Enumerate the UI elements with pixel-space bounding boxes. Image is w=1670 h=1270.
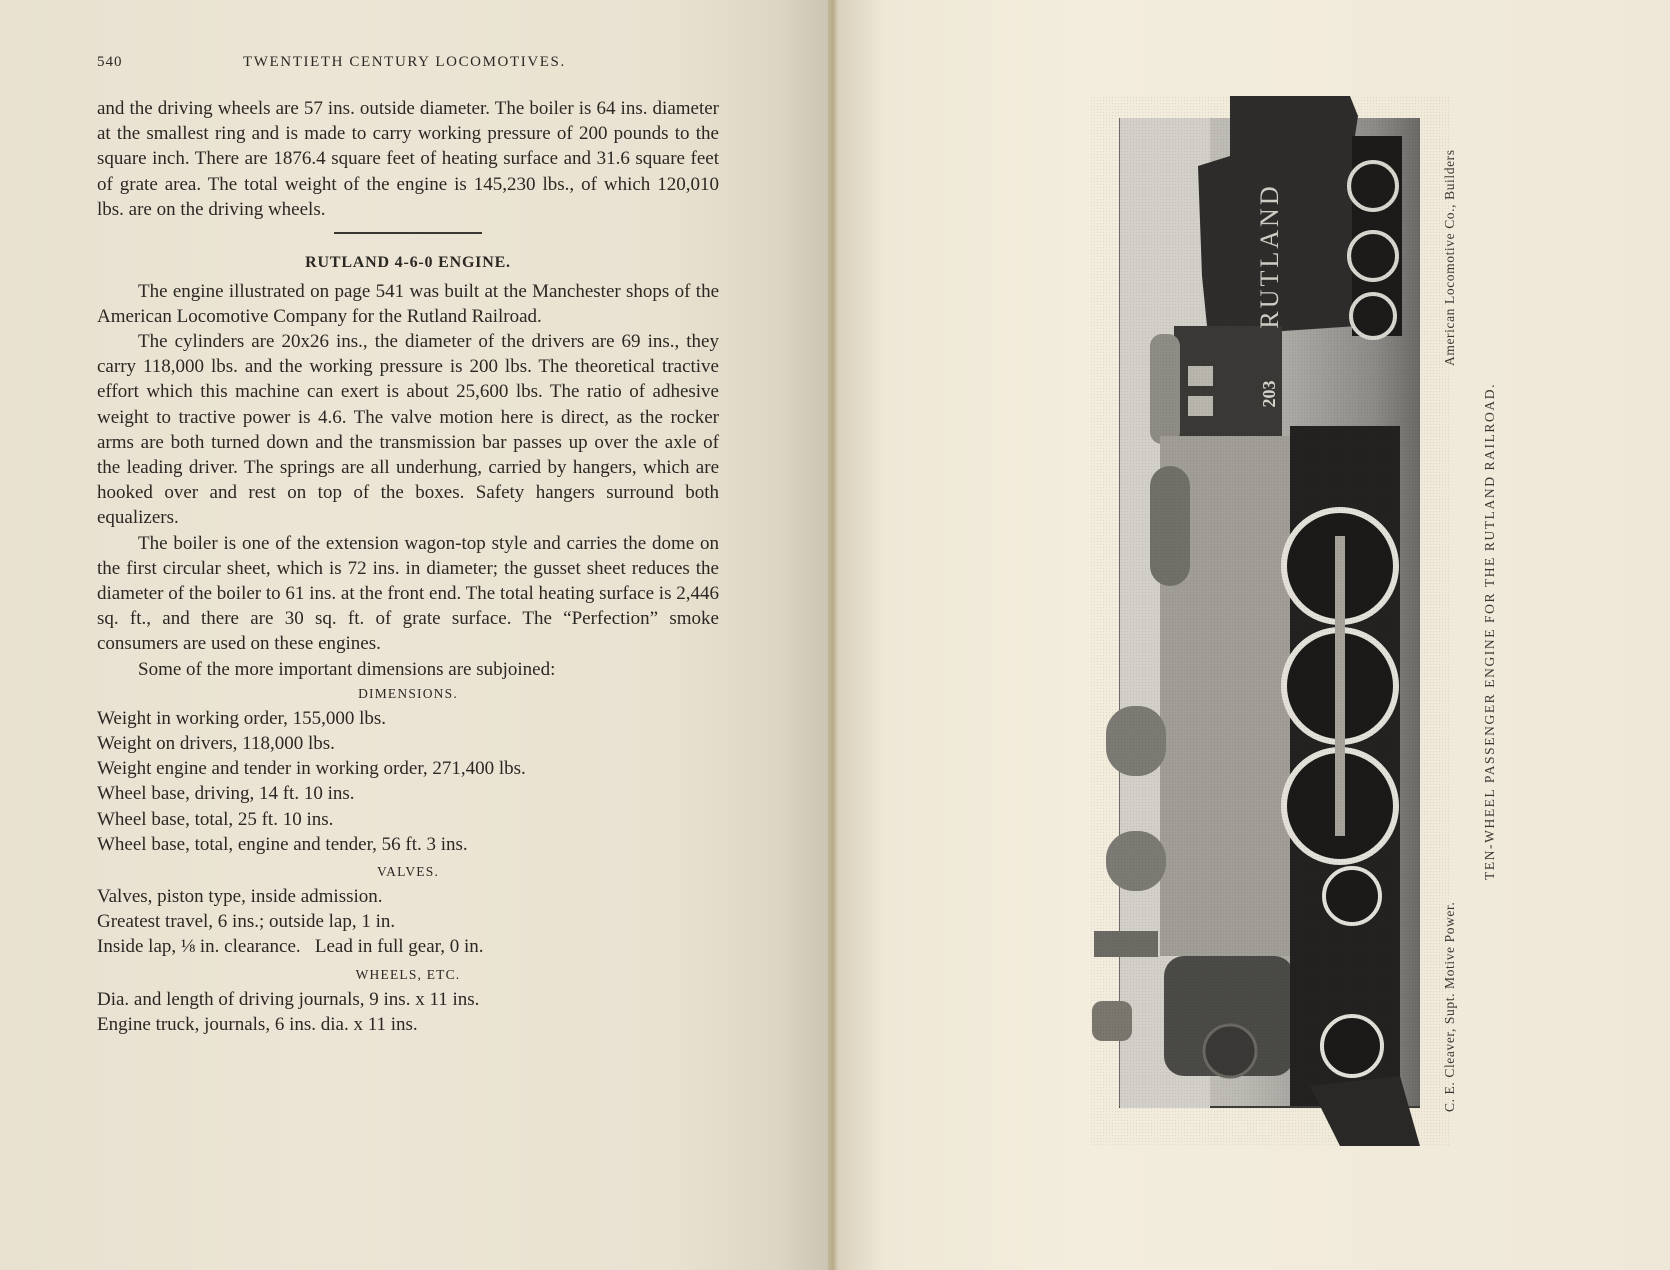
tender-lettering: RUTLAND xyxy=(1255,183,1284,329)
spec-section-valves xyxy=(97,860,719,960)
plate-title: TEN-WHEEL PASSENGER ENGINE FOR THE RUTLAND RAILROAD. xyxy=(1482,382,1497,880)
section-divider xyxy=(334,232,482,234)
caption-builders: American Locomotive Co., Builders xyxy=(1442,149,1457,366)
running-head-title: TWENTIETH CENTURY LOCOMOTIVES. xyxy=(243,54,566,70)
spec-heading: DIMENSIONS. xyxy=(358,685,458,701)
section-title: RUTLAND 4-6-0 ENGINE. xyxy=(305,253,511,271)
body-text xyxy=(97,96,719,1037)
cab-number: 203 xyxy=(1259,380,1279,408)
page-number: 540 xyxy=(97,54,123,70)
spec-line: Greatest travel, 6 ins.; outside lap, 1 in. xyxy=(97,911,396,933)
spec-section-wheels xyxy=(97,963,719,1037)
spec-heading: WHEELS, ETC. xyxy=(355,966,461,982)
opening-paragraph: and the driving wheels are 57 ins. outside diameter. The boiler is 64 ins. diameter at the smallest ring and is made to carry working pressure of 200 pounds to the square inch. There are 1876.4 square feet of heating surface and 31.6 square feet of grate area. The total weight of the engine is 145,230 lbs., of which 120,010 lbs. are on the driving wheels. xyxy=(97,98,719,220)
book-gutter xyxy=(828,0,838,1270)
spec-line: Wheel base, total, 25 ft. 10 ins. xyxy=(97,808,334,830)
spec-line: Dia. and length of driving journals, 9 ins. x 11 ins. xyxy=(97,988,480,1010)
spec-line: Wheel base, driving, 14 ft. 10 ins. xyxy=(97,783,355,805)
locomotive-plate xyxy=(1119,118,1420,1108)
spec-line: Engine truck, journals, 6 ins. dia. x 11 ins. xyxy=(97,1013,418,1035)
locomotive-illustration-icon xyxy=(1090,96,1450,1146)
paragraph: The boiler is one of the extension wagon-top style and carries the dome on the first circular sheet, which is 72 ins. in diameter; the gusset sheet reduces the diameter of the boiler to 61 ins. at the front end. The total heating surface is 2,446 sq. ft., and there are 30 sq. ft. of grate surface. The “Perfection” smoke consumers are used on these engines. xyxy=(97,532,719,655)
paragraph: The cylinders are 20x26 ins., the diameter of the drivers are 69 ins., they carry 118,000 lbs. and the working pressure is 200 lbs. The theoretical tractive effort which this machine can exert is about 25,600 lbs. The ratio of adhesive weight to tractive power is 4.6. The valve motion here is direct, as the rocker arms are both turned down and the transmission bar passes up over the axle of the leading driver. The springs are all underhung, carried by hangers, which are hooked over and rest on top of the boxes. Safety hangers surround both equalizers. xyxy=(97,330,719,529)
running-head xyxy=(97,52,719,74)
spec-heading: VALVES. xyxy=(376,863,440,879)
spec-line: Wheel base, total, engine and tender, 56 ft. 3 ins. xyxy=(97,833,468,855)
dimensions-intro: Some of the more important dimensions are subjoined: xyxy=(138,658,556,680)
spec-line: Weight in working order, 155,000 lbs. xyxy=(97,707,387,729)
spec-section-dimensions xyxy=(97,682,719,857)
spec-line: Weight engine and tender in working order, 271,400 lbs. xyxy=(97,758,526,780)
caption-superintendent: C. E. Cleaver, Supt. Motive Power. xyxy=(1442,901,1457,1112)
spec-line: Inside lap, ⅛ in. clearance. Lead in full gear, 0 in. xyxy=(97,936,484,958)
spec-line: Weight on drivers, 118,000 lbs. xyxy=(97,732,335,754)
spec-line: Valves, piston type, inside admission. xyxy=(97,885,383,907)
paragraph: The engine illustrated on page 541 was built at the Manchester shops of the American Locomotive Company for the Rutland Railroad. xyxy=(97,280,719,327)
